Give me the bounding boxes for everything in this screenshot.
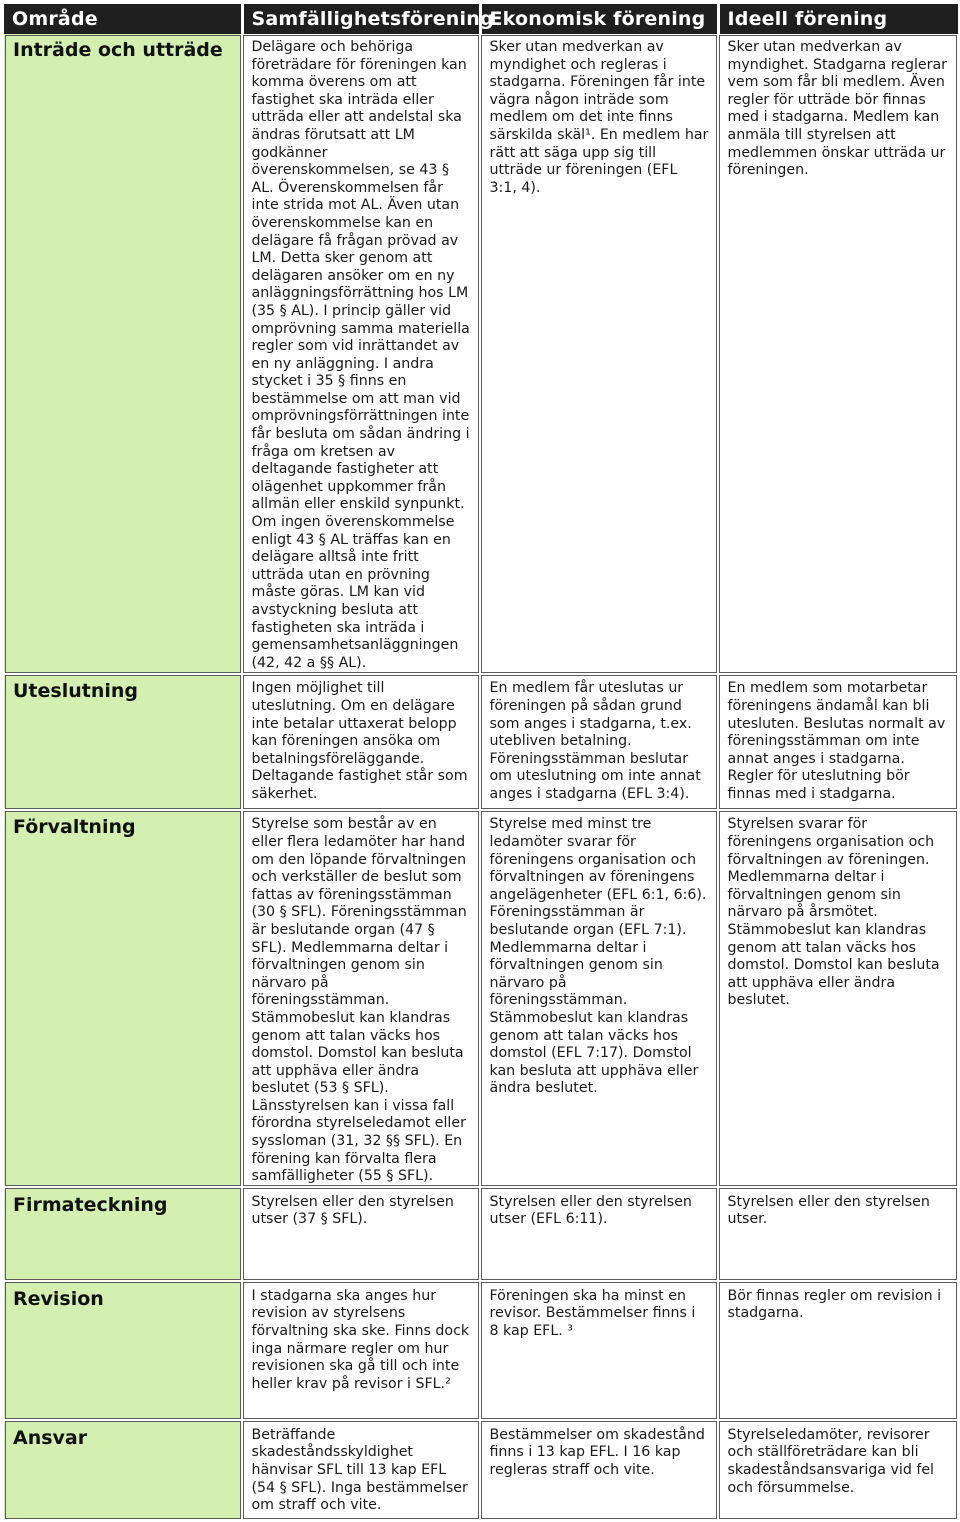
header-samfallighetsforening: Samfällighetsförening (242, 4, 480, 34)
cell-ideell-forening: Bör finnas regler om revision i stadgarna. (718, 1281, 958, 1420)
header-ideell-forening: Ideell förening (718, 4, 958, 34)
cell-samfallighetsforening: Beträffande skadeståndsskyldighet hänvisar SFL till 13 kap EFL (54 § SFL). Inga bestämmelser om straff och vite. (242, 1420, 480, 1520)
row-area-label: Firmateckning (4, 1187, 242, 1281)
cell-ideell-forening: Styrelsen eller den styrelsen utser. (718, 1187, 958, 1281)
table-row (4, 1420, 958, 1520)
cell-ekonomisk-forening: Föreningen ska ha minst en revisor. Bestämmelser finns i 8 kap EFL. ³ (480, 1281, 718, 1420)
cell-samfallighetsforening: I stadgarna ska anges hur revision av styrelsens förvaltning ska ske. Finns dock inga närmare regler om hur revisionen ska gå till och inte heller krav på revisor i SFL.² (242, 1281, 480, 1420)
table-row (4, 674, 958, 810)
row-area-label: Förvaltning (4, 810, 242, 1187)
row-area-label: Uteslutning (4, 674, 242, 810)
header-row (4, 4, 958, 34)
comparison-table (4, 4, 960, 1522)
row-area-label: Inträde och utträde (4, 34, 242, 674)
table-row (4, 34, 958, 674)
cell-samfallighetsforening: Styrelsen eller den styrelsen utser (37 § SFL). (242, 1187, 480, 1281)
cell-ekonomisk-forening: Styrelsen eller den styrelsen utser (EFL 6:11). (480, 1187, 718, 1281)
cell-ekonomisk-forening: En medlem får uteslutas ur föreningen på sådan grund som anges i stadgarna, t.ex. utebliven betalning. Föreningsstämman beslutar om uteslutning om inte annat anges i stadgarna (EFL 3:4). (480, 674, 718, 810)
table-row (4, 1187, 958, 1281)
table-row (4, 810, 958, 1187)
cell-samfallighetsforening: Delägare och behöriga företrädare för föreningen kan komma överens om att fastighet ska inträda eller utträda eller att andelstal ska ändras förutsatt att LM godkänner överenskommelsen, se 43 § AL. Överenskommelsen får inte strida mot AL. Även utan överenskommelse kan en delägare få frågan prövad av LM. Detta sker genom att delägaren ansöker om en ny anläggningsförrättning hos LM (35 § AL). I princip gäller vid omprövning samma materiella regler som vid inrättandet av en ny anläggning. I andra stycket i 35 § finns en bestämmelse om att man vid omprövningsförrättningen inte får besluta om sådan ändring i fråga om kretsen av deltagande fastigheter att olägenhet uppkommer från allmän eller enskild synpunkt. Om ingen överenskommelse enligt 43 § AL träffas kan en delägare alltså inte fritt utträda utan en prövning måste göras. LM kan vid avstyckning besluta att fastigheten ska inträda i gemensamhetsanläggningen (42, 42 a §§ AL). (242, 34, 480, 674)
cell-ideell-forening: Styrelsen svarar för föreningens organisation och förvaltningen av föreningen. Medlemmarna deltar i förvaltningen genom sin närvaro på årsmötet. Stämmobeslut kan klandras genom att talan väcks hos domstol. Domstol kan besluta att upphäva eller ändra beslutet. (718, 810, 958, 1187)
cell-ekonomisk-forening: Bestämmelser om skadestånd finns i 13 kap EFL. I 16 kap regleras straff och vite. (480, 1420, 718, 1520)
row-area-label: Ansvar (4, 1420, 242, 1520)
row-area-label: Revision (4, 1281, 242, 1420)
cell-ideell-forening: En medlem som motarbetar föreningens ändamål kan bli utesluten. Beslutas normalt av föreningsstämman om inte annat anges i stadgarna. Regler för uteslutning bör finnas med i stadgarna. (718, 674, 958, 810)
header-area: Område (4, 4, 242, 34)
cell-ekonomisk-forening: Sker utan medverkan av myndighet och regleras i stadgarna. Föreningen får inte vägra någon inträde som medlem om det inte finns särskilda skäl¹. En medlem har rätt att säga upp sig till utträde ur föreningen (EFL 3:1, 4). (480, 34, 718, 674)
cell-samfallighetsforening: Styrelse som består av en eller flera ledamöter har hand om den löpande förvaltningen och verkställer de beslut som fattas av föreningsstämman (30 § SFL). Föreningsstämman är beslutande organ (47 § SFL). Medlemmarna deltar i förvaltningen genom sin närvaro på föreningsstämman. Stämmobeslut kan klandras genom att talan väcks hos domstol. Domstol kan besluta att upphäva eller ändra beslutet (53 § SFL). Länsstyrelsen kan i vissa fall förordna styrelseledamot eller syssloman (31, 32 §§ SFL). En förening kan förvalta flera samfälligheter (55 § SFL). (242, 810, 480, 1187)
cell-ekonomisk-forening: Styrelse med minst tre ledamöter svarar för föreningens organisation och förvaltningen av föreningens angelägenheter (EFL 6:1, 6:6). Föreningsstämman är beslutande organ (EFL 7:1). Medlemmarna deltar i förvaltningen genom sin närvaro på föreningsstämman. Stämmobeslut kan klandras genom att talan väcks hos domstol (EFL 7:17). Domstol kan besluta att upphäva eller ändra beslutet. (480, 810, 718, 1187)
cell-samfallighetsforening: Ingen möjlighet till uteslutning. Om en delägare inte betalar uttaxerat belopp kan föreningen ansöka om betalningsföreläggande. Deltagande fastighet står som säkerhet. (242, 674, 480, 810)
cell-ideell-forening: Sker utan medverkan av myndighet. Stadgarna reglerar vem som får bli medlem. Även regler för utträde bör finnas med i stadgarna. Medlem kan anmäla till styrelsen att medlemmen önskar utträda ur föreningen. (718, 34, 958, 674)
cell-ideell-forening: Styrelseledamöter, revisorer och ställföreträdare kan bli skadeståndsansvariga vid fel och försummelse. (718, 1420, 958, 1520)
header-ekonomisk-forening: Ekonomisk förening (480, 4, 718, 34)
table-row (4, 1281, 958, 1420)
